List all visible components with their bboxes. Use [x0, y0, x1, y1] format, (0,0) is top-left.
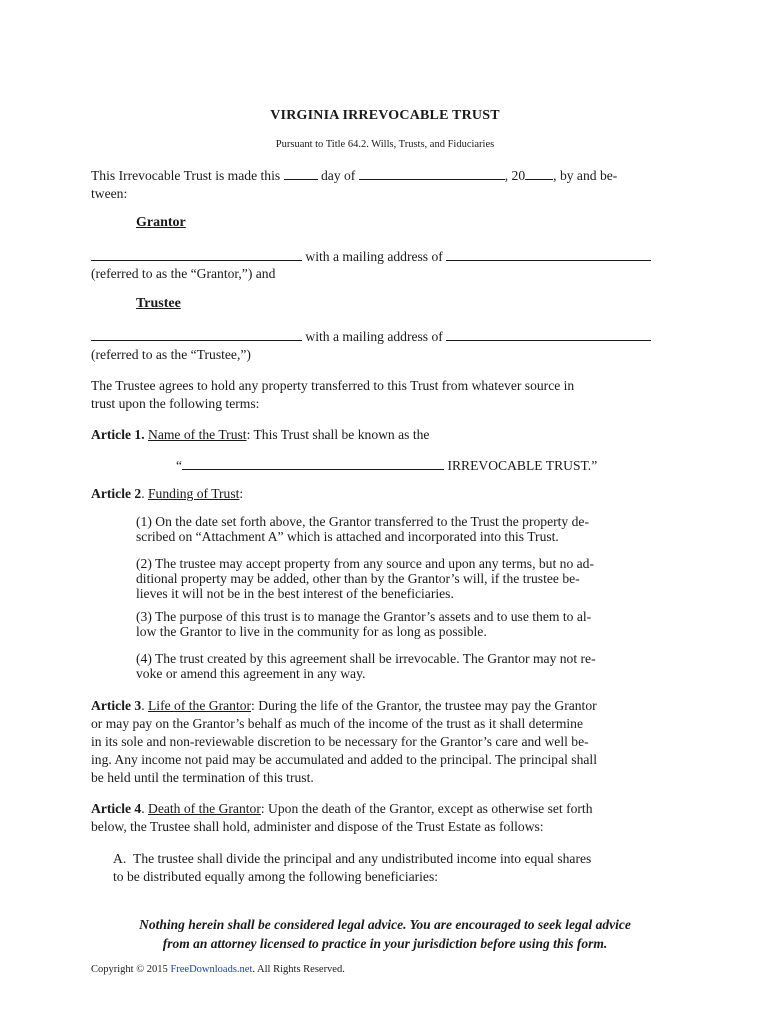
- trustee-referred: (referred to as the “Trustee,”): [91, 347, 251, 362]
- trustee-mailing-label: with a mailing address of: [305, 329, 443, 344]
- article-1: [91, 426, 429, 444]
- trustee-line: [91, 328, 651, 346]
- copyright-footer: [91, 964, 345, 975]
- intro-text-3: , 20: [504, 168, 526, 183]
- article-3-sep: .: [141, 698, 148, 713]
- trustee-name-blank[interactable]: [91, 328, 302, 341]
- article-2-colon: :: [239, 486, 244, 501]
- document-title: VIRGINIA IRREVOCABLE TRUST: [270, 108, 500, 123]
- trustee-heading: Trustee: [136, 296, 181, 311]
- article-4-line-1-rest: : Upon the death of the Grantor, except as otherwise set forth: [260, 801, 593, 816]
- funding-item-4-line-2: voke or amend this agreement in any way.: [136, 666, 366, 681]
- trust-name-line: [176, 457, 597, 475]
- article-4-label: Article 4: [91, 801, 142, 816]
- funding-item-3-line-1: (3) The purpose of this trust is to manage the Grantor’s assets and to use them to al-: [136, 609, 592, 624]
- article-3-title: Life of the Grantor: [148, 698, 252, 713]
- document-subtitle: Pursuant to Title 64.2. Wills, Trusts, and Fiduciaries: [275, 139, 495, 150]
- funding-item-2-line-3: lieves it will not be in the best interest of the beneficiaries.: [136, 586, 454, 601]
- agree-line-1: The Trustee agrees to hold any property transferred to this Trust from whatever source in: [91, 378, 575, 393]
- month-blank[interactable]: [359, 167, 505, 180]
- trust-name-suffix: IRREVOCABLE TRUST.”: [447, 458, 598, 473]
- year-blank[interactable]: [525, 167, 553, 180]
- article-4-item-a-line-1: [113, 850, 591, 868]
- intro-text-1: This Irrevocable Trust is made this: [91, 168, 281, 183]
- item-a-text: The trustee shall divide the principal and any undistributed income into equal shares: [133, 851, 592, 866]
- article-3-line-1: [91, 697, 597, 715]
- trustee-address-blank[interactable]: [446, 328, 651, 341]
- disclaimer-line-2: from an attorney licensed to practice in your jurisdiction before using this form.: [162, 936, 608, 951]
- article-2-title: Funding of Trust: [148, 486, 240, 501]
- funding-item-4: [136, 651, 596, 681]
- funding-item-1-line-2: scribed on “Attachment A” which is attached and incorporated into this Trust.: [136, 529, 559, 544]
- article-1-title: Name of the Trust: [148, 427, 247, 442]
- funding-item-3-line-2: low the Grantor to live in the community for as long as possible.: [136, 624, 487, 639]
- grantor-mailing-label: with a mailing address of: [305, 249, 443, 264]
- day-blank[interactable]: [284, 167, 318, 180]
- trust-name-blank[interactable]: [182, 457, 444, 470]
- intro-line-2: tween:: [91, 186, 128, 201]
- trust-name-quote: “: [176, 458, 183, 473]
- article-3-line-5: be held until the termination of this trust.: [91, 770, 314, 785]
- funding-item-1: [136, 514, 589, 544]
- intro-line-1: [91, 167, 617, 185]
- intro-text-4: , by and be-: [553, 168, 618, 183]
- article-1-label: Article 1.: [91, 427, 145, 442]
- grantor-name-blank[interactable]: [91, 248, 302, 261]
- copyright-prefix: Copyright © 2015: [91, 964, 168, 975]
- grantor-heading: Grantor: [136, 215, 186, 230]
- funding-item-2-line-2: ditional property may be added, other than by the Grantor’s will, if the trustee be-: [136, 571, 580, 586]
- article-1-text: : This Trust shall be known as the: [246, 427, 430, 442]
- article-2-label: Article 2: [91, 486, 142, 501]
- disclaimer-line-1: Nothing herein shall be considered legal advice. You are encouraged to seek legal advice: [139, 917, 631, 932]
- article-3: [91, 697, 597, 787]
- article-3-line-2: or may pay on the Grantor’s behalf as much of the income of the trust as it shall determine: [91, 716, 584, 731]
- copyright-suffix: . All Rights Reserved.: [252, 964, 345, 975]
- agree-line-2: trust upon the following terms:: [91, 396, 260, 411]
- grantor-referred: (referred to as the “Grantor,”) and: [91, 266, 276, 281]
- article-3-line-1-rest: : During the life of the Grantor, the trustee may pay the Grantor: [251, 698, 597, 713]
- freedownloads-link[interactable]: FreeDownloads.net: [170, 964, 253, 975]
- article-4: [91, 800, 593, 836]
- grantor-line: [91, 248, 651, 266]
- article-4-title: Death of the Grantor: [148, 801, 261, 816]
- funding-item-4-line-1: (4) The trust created by this agreement shall be irrevocable. The Grantor may not re-: [136, 651, 596, 666]
- article-4-item-a-line-2: to be distributed equally among the following beneficiaries:: [113, 869, 439, 884]
- article-3-line-4: ing. Any income not paid may be accumulated and added to the principal. The principal shall: [91, 752, 597, 767]
- article-2-sep: .: [141, 486, 148, 501]
- item-a-marker: A.: [113, 851, 127, 866]
- legal-disclaimer: [0, 915, 770, 953]
- article-3-line-3: in its sole and non-reviewable discretion to be necessary for the Grantor’s care and well be-: [91, 734, 589, 749]
- intro-text-2: day of: [320, 168, 356, 183]
- article-4-item-a: [113, 850, 591, 886]
- article-4-sep: .: [141, 801, 148, 816]
- article-4-line-2: below, the Trustee shall hold, administer and dispose of the Trust Estate as follows:: [91, 819, 544, 834]
- article-2: [91, 485, 243, 503]
- funding-item-2-line-1: (2) The trustee may accept property from any source and upon any terms, but no ad-: [136, 556, 595, 571]
- funding-item-2: [136, 556, 594, 601]
- funding-item-3: [136, 609, 591, 639]
- article-3-label: Article 3: [91, 698, 142, 713]
- grantor-address-blank[interactable]: [446, 248, 651, 261]
- funding-item-1-line-1: (1) On the date set forth above, the Grantor transferred to the Trust the property de-: [136, 514, 589, 529]
- article-4-line-1: [91, 800, 593, 818]
